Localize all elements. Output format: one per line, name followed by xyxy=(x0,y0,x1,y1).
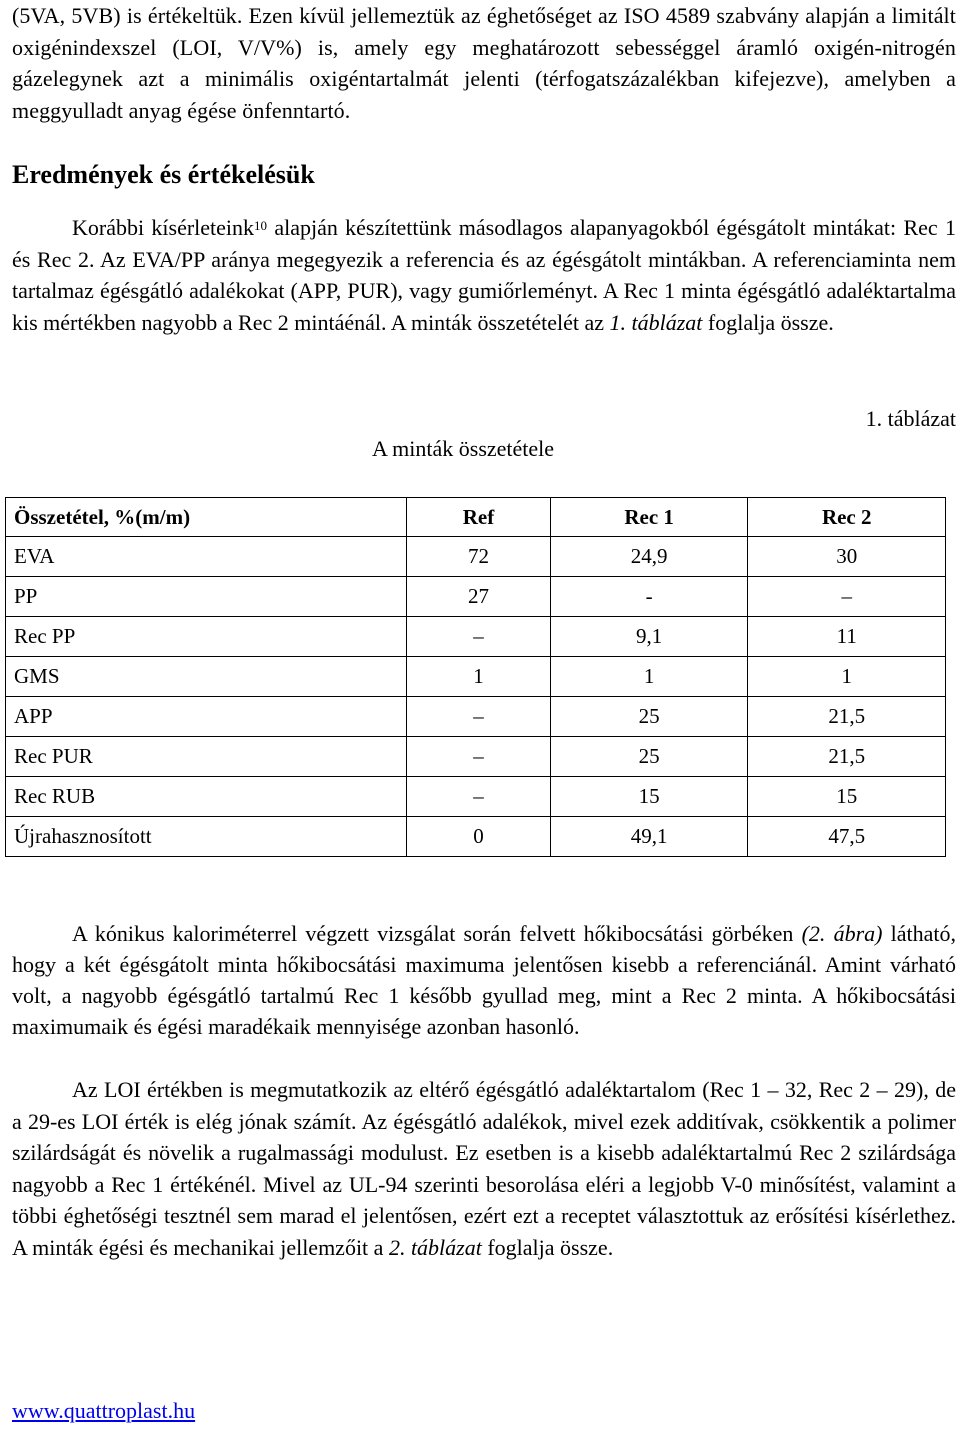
table-cell: Rec PUR xyxy=(6,737,407,777)
table-cell: APP xyxy=(6,697,407,737)
table-cell: 30 xyxy=(748,537,946,577)
para2-text-rest: látható, hogy a két égésgátolt minta hőkibocsátási maximuma jelentősen kisebb a referenciánál. Amint várható volt, a nagyobb égésgátló tartalmú Rec 1 később gyullad meg, mint a Rec 2 minta. A hőkibocsátási maximumaik és égési maradékaik mennyisége azonban hasonló. xyxy=(12,921,956,1039)
results-paragraph xyxy=(12,212,956,338)
table-row xyxy=(6,737,946,777)
table-row xyxy=(6,617,946,657)
table-number: 1. táblázat xyxy=(865,406,956,431)
table-cell: – xyxy=(407,737,551,777)
calorimeter-paragraph xyxy=(12,918,956,1042)
table-cell: 1 xyxy=(748,657,946,697)
table-cell: 21,5 xyxy=(748,697,946,737)
table-cell: 9,1 xyxy=(550,617,748,657)
table-row xyxy=(6,537,946,577)
table-cell: 0 xyxy=(407,817,551,857)
table-cell: 15 xyxy=(748,777,946,817)
header-cell: Rec 2 xyxy=(748,498,946,537)
table-cell: 11 xyxy=(748,617,946,657)
citation-superscript: 10 xyxy=(254,218,268,233)
table-row xyxy=(6,777,946,817)
header-cell: Rec 1 xyxy=(550,498,748,537)
table-cell: Újrahasznosított xyxy=(6,817,407,857)
table-cell: – xyxy=(407,617,551,657)
table-reference: 1. táblázat xyxy=(609,309,703,335)
header-cell: Ref xyxy=(407,498,551,537)
table-cell: 1 xyxy=(407,657,551,697)
para1-text-middle: alapján készítettünk másodlagos alapanyagokból égésgátolt mintákat: Rec 1 és Rec 2. Az EVA/PP aránya megegyezik a referencia és az égésgátolt mintákban. A referenciaminta nem tartalmaz égésgátló adalékokat (APP, PUR), vagy gumiőrleményt. A Rec 1 minta égésgátló adaléktartalma kis mértékben nagyobb a Rec 2 mintáénál. A minták összetételét az xyxy=(12,215,956,335)
table-cell: EVA xyxy=(6,537,407,577)
table-cell: 15 xyxy=(550,777,748,817)
table-row xyxy=(6,817,946,857)
table-cell: – xyxy=(407,697,551,737)
table-cell: 49,1 xyxy=(550,817,748,857)
table-row xyxy=(6,577,946,617)
para3-text-end: foglalja össze. xyxy=(481,1234,614,1260)
table-cell: – xyxy=(407,777,551,817)
table-row xyxy=(6,697,946,737)
table-cell: 27 xyxy=(407,577,551,617)
table-title: A minták összetétele xyxy=(372,436,555,461)
table-cell: 1 xyxy=(550,657,748,697)
table-cell: 25 xyxy=(550,737,748,777)
table-cell: 24,9 xyxy=(550,537,748,577)
table-cell: Rec PP xyxy=(6,617,407,657)
table-cell: 72 xyxy=(407,537,551,577)
para1-text-start: Korábbi kísérleteink xyxy=(72,215,255,240)
table-cell: 25 xyxy=(550,697,748,737)
table-cell: GMS xyxy=(6,657,407,697)
table-cell: - xyxy=(550,577,748,617)
intro-paragraph: (5VA, 5VB) is értékeltük. Ezen kívül jellemeztük az éghetőséget az ISO 4589 szabvány alapján a limitált oxigénindexszel (LOI, V/V%) is, amely egy meghatározott sebességgel áramló oxigén-nitrogén gázelegynek azt a minimális oxigéntartalmát jelenti (térfogatszázalékban kifejezve), amelyben a meggyulladt anyag égése önfenntartó. xyxy=(12,3,956,123)
table-cell: Rec RUB xyxy=(6,777,407,817)
para2-text-start: A kónikus kaloriméterrel végzett vizsgálat során felvett hőkibocsátási görbéken xyxy=(72,921,802,946)
header-cell: Összetétel, %(m/m) xyxy=(6,498,407,537)
composition-table xyxy=(5,497,946,857)
table-cell: 47,5 xyxy=(748,817,946,857)
table-cell: – xyxy=(748,577,946,617)
section-heading: Eredmények és értékelésük xyxy=(12,160,315,189)
table-cell: 21,5 xyxy=(748,737,946,777)
loi-paragraph xyxy=(12,1074,956,1263)
table-cell: PP xyxy=(6,577,407,617)
para3-text-start: Az LOI értékben is megmutatkozik az eltérő égésgátló adaléktartalom (Rec 1 – 32, Rec 2 – 29), de a 29-es LOI érték is elég jónak számít. Az égésgátló adalékok, mivel ezek additívak, csökkentik a polimer szilárdságát és növelik a rugalmassági modulust. Ez esetben is a kisebb adaléktartalmú Rec 2 szilárdsága nagyobb a Rec 1 értékénél. Mivel az UL-94 szerinti besorolása eléri a legjobb V-0 minősítést, valamint a többi éghetőségi tesztnél sem marad el jelentősen, ezért ezt a receptet választottuk az erősítési kísérlethez. A minták égési és mechanikai jellemzőit a xyxy=(12,1077,956,1260)
figure-reference: (2. ábra) xyxy=(801,921,883,946)
table-header-row xyxy=(6,498,946,537)
table-row xyxy=(6,657,946,697)
para1-text-end: foglalja össze. xyxy=(702,309,834,335)
website-link[interactable]: www.quattroplast.hu xyxy=(12,1398,196,1423)
table-reference-2: 2. táblázat xyxy=(388,1234,482,1260)
